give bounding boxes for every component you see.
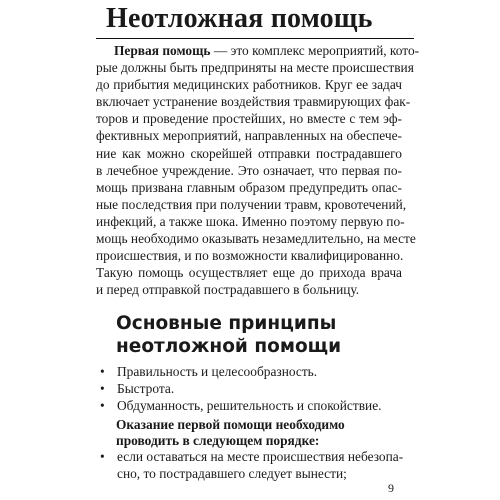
intro-term: Первая помощь xyxy=(114,43,211,58)
principles-list xyxy=(96,363,416,414)
intro-line-1 xyxy=(96,42,420,59)
bullet-icon: • xyxy=(100,398,105,413)
intro-line: мощь необходимо оказывать незамедлительно, на месте xyxy=(96,231,416,247)
list-item xyxy=(96,397,416,414)
bullet-icon: • xyxy=(100,449,105,464)
list-item-text: Быстрота. xyxy=(117,381,175,396)
intro-line: инфекций, а также шока. Именно поэтому первую по- xyxy=(96,213,405,229)
list-item-continuation: сно, то пострадавшего следует вынести; xyxy=(117,465,347,481)
list-item xyxy=(96,380,416,397)
chapter-header xyxy=(96,2,414,39)
intro-paragraph xyxy=(96,42,420,298)
intro-line: торов и проведение простейших, но вместе с тем эф- xyxy=(96,111,402,127)
section-title-line-2: неотложной помощи xyxy=(116,336,342,357)
intro-line: и перед отправкой пострадавшего в больницу. xyxy=(96,282,360,298)
intro-line: в лечебное учреждение. Это означает, что первая по- xyxy=(96,162,402,178)
chapter-title: Неотложная помощь xyxy=(106,3,373,34)
bullet-icon: • xyxy=(100,364,105,379)
page-number: 9 xyxy=(388,481,394,495)
list-item xyxy=(96,449,406,466)
intro-line: мощь призвана главным образом предупредить опас- xyxy=(96,179,402,195)
bullet-icon: • xyxy=(100,381,105,396)
intro-line: до прибытия медицинских работников. Круг ее задач xyxy=(96,77,402,93)
intro-line: фективных мероприятий, направленных на обеспече- xyxy=(96,128,402,144)
order-heading-line-2: проводить в следующем порядке: xyxy=(116,433,320,448)
list-item xyxy=(96,363,416,380)
order-list xyxy=(96,449,406,482)
list-item-text: Правильность и целесообразность. xyxy=(117,364,318,379)
list-item-text: Обдуманность, решительность и спокойствие. xyxy=(117,398,382,413)
order-heading xyxy=(116,417,345,449)
list-item-text: если оставаться на месте происшествия небезопа- xyxy=(117,449,404,464)
intro-line: ные последствия при получении травм, кровотечений, xyxy=(96,196,407,212)
intro-line: ние как можно скорейшей отправки пострадавшего xyxy=(96,145,402,161)
intro-line: Такую помощь осуществляет еще до прихода врача xyxy=(96,265,402,281)
intro-line-1-text: — это комплекс мероприятий, кото- xyxy=(210,43,420,58)
intro-line: включает устранение воздействия травмирующих фак- xyxy=(96,94,411,110)
section-title-line-1: Основные принципы xyxy=(116,313,337,334)
order-heading-line-1: Оказание первой помощи необходимо xyxy=(116,417,345,432)
intro-line: рые должны быть предприняты на месте происшествия xyxy=(96,60,414,76)
intro-line: происшествия, и по возможности квалифицированно. xyxy=(96,248,404,264)
section-title xyxy=(116,312,341,358)
